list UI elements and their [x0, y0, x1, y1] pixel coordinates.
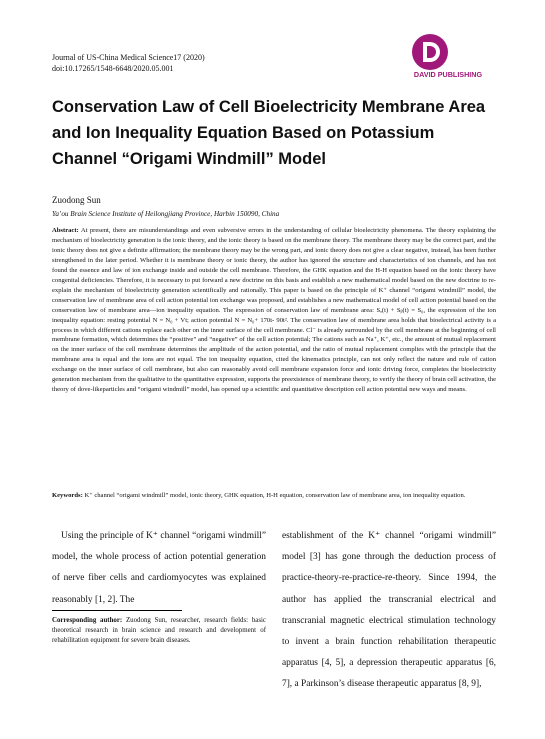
footnote-divider: [52, 610, 182, 611]
abstract-label: Abstract:: [52, 227, 79, 234]
journal-citation: Journal of US-China Medical Science17 (2020): [52, 53, 205, 62]
author-name: Zuodong Sun: [52, 195, 101, 205]
abstract: [52, 226, 496, 395]
abstract-text: At present, there are misunderstandings and even subversive errors in the understanding of cellular bioelectricity phenomena. The theory explaining the mechanism of bioelectricity generation is the ionic theory, and the ionic theory is based on the membrane theory. The membrane theory may be the correct part, and the ionic theory does not give a definite affirmation; the membrane theory may be the wrong part, and ionic theory does not give a clear negative, instead, has been further strengthened in the later period. Whether it is membrane theory or ionic theory, the author has ignored the structure and characteristics of ion channels, and has not found the essence and law of ion exchange inside and outside the cell membrane. Therefore, the GHK equation and the H-H equation based on the ionic theory have congenital deficiencies. Therefore, it is necessary to put forward a new doctrine on this basis and establish a new mathematical model based on the new doctrine to re-explain the mechanism of bioelectricity generation scientifically and rationally. This paper is based on the principle of K⁺ channel “origami windmill” model, the conservation law of membrane area of cell action potential ion exchange was proposed, and establishes a new mathematical model of cell action potential based on the conservation law of membrane area—ion inequality equation. The expression of conservation law of membrane area: Sₐ(t) + Sᵦ(t) = S₀, the expression of the ion inequality equation: resting potential N = N₀ + Vt; action potential N = N₀+ 170t- 90t². The conservation law of membrane area holds that bioelectrical activity is a process in which different cations replace each other on the inner surface of the cell membrane. Cl⁻ is already surrounded by the cell membrane at the beginning of cell membrane formation, which determines the “positive” and “negative” of the cell action potential; The cations such as Na⁺, K⁺, etc., the amount of mutual replacement on the inner surface of the cell membrane determines the amplitude of the action potential, and the ratio of mutual replacement complies with the principle that the membrane area is equal and the ions are not equal. The ion inequality equation, cited the kinematics principle, can not only reflect the nature and rule of cation exchange on the inner surface of cell membrane, but also can reasonably avoid cell membrane expansion force and ionic driving force, completes the bioelectricity generation mechanism from the qualitative to the quantitative expression, supports the preexistence of membrane theory, to verify the theory of brain cell activation, the theory of dove-likeparticles and “origami windmill” model, has opened up a scientific and quantitative description cell action potential new ways and means.: [52, 227, 496, 394]
footnote: [52, 616, 266, 647]
keywords: [52, 491, 496, 501]
body-column-left: Using the principle of K⁺ channel “origami windmill” model, the whole process of action potential generation of nerve fiber cells and cardiomyocytes was explained reasonably [1, 2]. The: [52, 531, 266, 605]
keywords-label: Keywords:: [52, 492, 83, 499]
author-affiliation: Ya’ou Brain Science Institute of Heilongjiang Province, Harbin 150090, China: [52, 210, 280, 218]
footnote-text: Zuodong Sun, researcher, research fields: basic theoretical research in brain science and research and development of rehabilitation equipment for severe brain diseases.: [52, 617, 266, 645]
publisher-name: DAVID PUBLISHING: [413, 70, 483, 79]
publisher-logo: [396, 30, 492, 82]
paper-title: Conservation Law of Cell Bioelectricity Membrane Area and Ion Inequality Equation Based on Potassium Channel “Origami Windmill” Model: [52, 98, 486, 168]
journal-doi: doi:10.17265/1548-6648/2020.05.001: [52, 64, 174, 73]
footnote-label: Corresponding author:: [52, 617, 123, 624]
journal-header: [52, 52, 205, 74]
body-column-right: establishment of the K⁺ channel “origami windmill” model [3] has gone through the deduction process of practice-theory-re-practice-re-theory. Since 1994, the author has applied the transcranial electrical and transcranial magnetic electrical stimulation technology to invent a brain function rehabilitation therapeutic apparatus [4, 5], a depression therapeutic apparatus [6, 7], a Parkinson’s disease therapeutic apparatus [8, 9],: [282, 531, 496, 690]
keywords-text: K⁺ channel “origami windmill” model, ionic theory, GHK equation, H-H equation, conservation law of membrane area, ion inequality equation.: [84, 492, 466, 499]
